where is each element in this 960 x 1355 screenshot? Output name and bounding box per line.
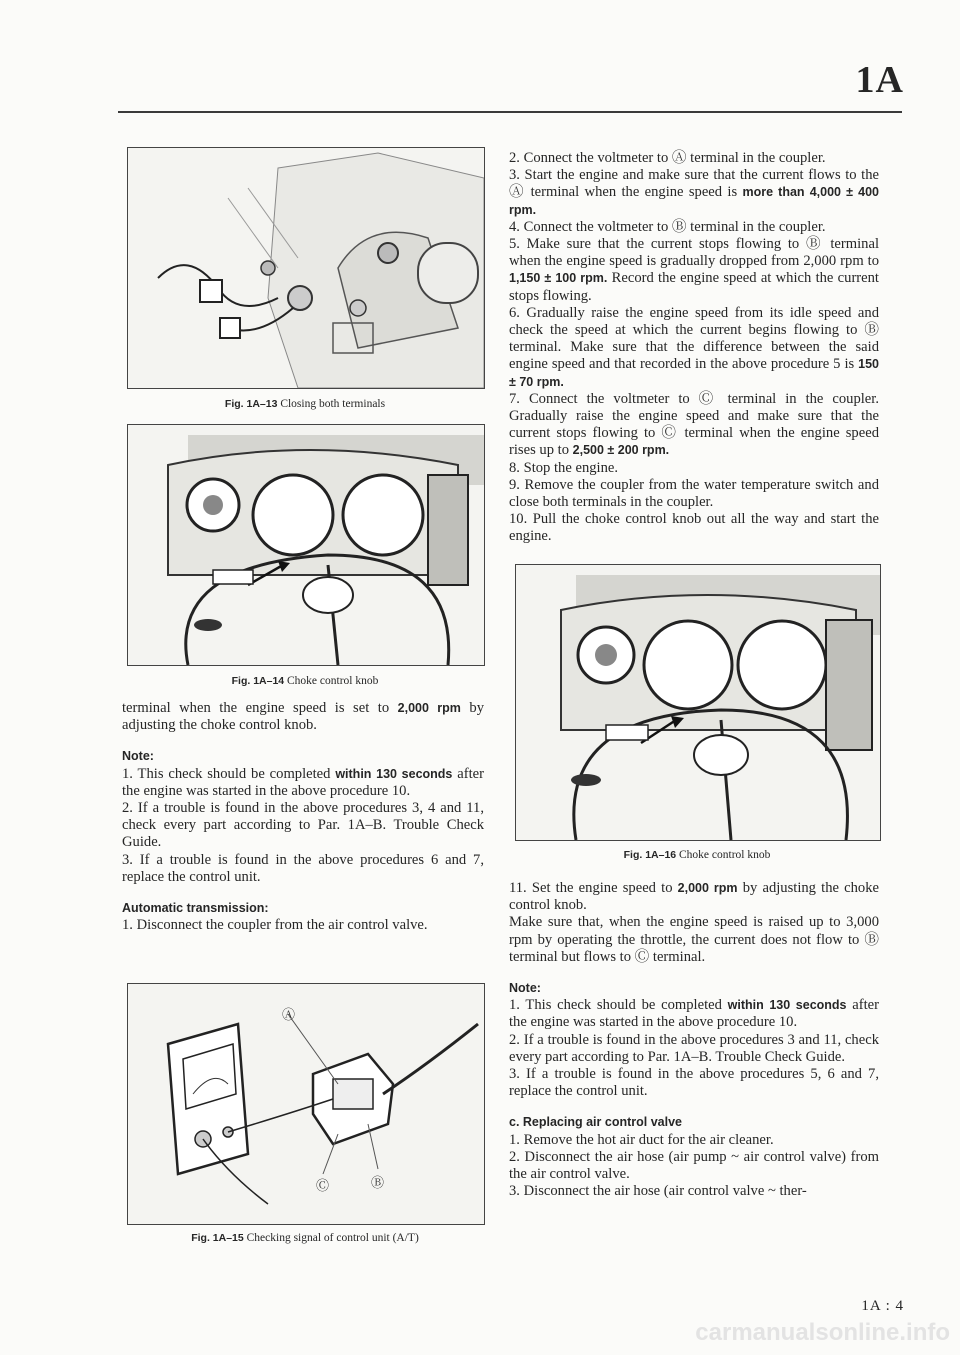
dashboard-illustration bbox=[128, 425, 484, 665]
figure-1a-14 bbox=[127, 424, 485, 666]
terminals-illustration bbox=[128, 148, 484, 388]
procedure-step: 9. Remove the coupler from the water temperature switch and close both terminals in the coupler. bbox=[509, 476, 879, 511]
value: 1,150 ± 100 rpm. bbox=[509, 271, 608, 286]
value: 2,000 rpm bbox=[397, 701, 461, 715]
section-heading: c. Replacing air control valve bbox=[509, 1115, 682, 1130]
value: 2,500 ± 200 rpm. bbox=[572, 443, 670, 458]
note-item: 2. If a trouble is found in the above procedures 3, 4 and 11, check every part according to Par. 1A–B. Trouble Check Guide. bbox=[122, 800, 484, 851]
figure-1a-13 bbox=[127, 147, 485, 389]
value: within 130 seconds bbox=[727, 998, 847, 1013]
procedure-step: 11. Set the engine speed to 2,000 rpm by adjusting the choke control knob. bbox=[509, 880, 879, 914]
procedure-step: 10. Pull the choke control knob out all the way and start the engine. bbox=[509, 511, 879, 545]
voltmeter-illustration bbox=[128, 984, 484, 1224]
value: within 130 seconds bbox=[335, 766, 453, 781]
figure-title: Choke control knob bbox=[287, 675, 379, 687]
left-column-text bbox=[122, 700, 484, 934]
label-b: Ⓑ bbox=[371, 1175, 385, 1190]
figure-title: Choke control knob bbox=[679, 849, 771, 861]
section-heading: Automatic transmission: bbox=[122, 901, 269, 916]
note-item: 2. If a trouble is found in the above procedures 3 and 11, check every part according to Par. 1A–B. Trouble Check Guide. bbox=[509, 1031, 879, 1065]
note-item: 1. This check should be completed within 130 seconds after the engine was started in the above procedure 10. bbox=[509, 997, 879, 1031]
figure-number: Fig. 1A–13 bbox=[224, 398, 278, 410]
procedure-step: 2. Disconnect the air hose (air pump ~ air control valve) from the air control valve. bbox=[509, 1148, 879, 1183]
procedure-step: 2. Connect the voltmeter to Ⓐ terminal in the coupler. bbox=[509, 150, 826, 166]
figure-1a-15-caption bbox=[127, 1232, 483, 1244]
figure-number: Fig. 1A–14 bbox=[231, 675, 285, 687]
figure-number: Fig. 1A–15 bbox=[191, 1232, 244, 1244]
procedure-step: 3. Start the engine and make sure that the current flows to the Ⓐ terminal when the engine speed is more than 4,000 ± 400 rpm. bbox=[509, 167, 880, 217]
procedure-step: 1. Disconnect the coupler from the air control valve. bbox=[122, 917, 428, 934]
label-a: Ⓐ bbox=[282, 1007, 296, 1022]
figure-1a-16 bbox=[515, 564, 881, 841]
figure-1a-16-caption bbox=[515, 849, 879, 861]
dashboard-illustration bbox=[516, 565, 880, 840]
right-column-text-upper bbox=[509, 150, 879, 546]
note-heading: Note: bbox=[122, 749, 154, 764]
watermark: carmanualsonline.info bbox=[695, 1319, 950, 1346]
page-number: 1A : 4 bbox=[861, 1298, 904, 1314]
label-c: Ⓒ bbox=[316, 1178, 330, 1193]
section-header: 1A bbox=[855, 59, 904, 101]
procedure-step: Make sure that, when the engine speed is raised up to 3,000 rpm by operating the throttle, the current does not flow to Ⓑ terminal but flows to Ⓒ terminal. bbox=[509, 914, 879, 965]
procedure-step: 1. Remove the hot air duct for the air cleaner. bbox=[509, 1131, 774, 1148]
note-item: 3. If a trouble is found in the above procedures 6 and 7, replace the control unit. bbox=[122, 851, 484, 885]
procedure-step: 8. Stop the engine. bbox=[509, 459, 619, 476]
value: 2,000 rpm bbox=[677, 881, 738, 895]
procedure-step: 3. Disconnect the air hose (air control valve ~ ther- bbox=[509, 1183, 807, 1200]
right-column-text-lower bbox=[509, 880, 879, 1200]
figure-1a-13-caption bbox=[127, 398, 483, 410]
figure-1a-14-caption bbox=[127, 675, 483, 687]
note-heading: Note: bbox=[509, 981, 541, 996]
figure-title: Closing both terminals bbox=[280, 398, 386, 410]
figure-1a-15 bbox=[127, 983, 485, 1225]
procedure-step: 4. Connect the voltmeter to Ⓑ terminal in the coupler. bbox=[509, 218, 826, 235]
figure-title: Checking signal of control unit (A/T) bbox=[246, 1232, 419, 1244]
value: more than 4,000 ± 400 rpm. bbox=[509, 185, 880, 217]
procedure-step: 5. Make sure that the current stops flowing to Ⓑ terminal when the engine speed is gradually dropped from 2,000 rpm to 1,150 ± 100 rpm. Record the engine speed at which the current stops flowing. bbox=[509, 236, 879, 304]
value: 150 ± 70 rpm. bbox=[509, 357, 879, 389]
note-item: 1. This check should be completed within 130 seconds after the engine was started in the above procedure 10. bbox=[122, 765, 484, 799]
procedure-step: 7. Connect the voltmeter to Ⓒ terminal in the coupler. Gradually raise the engine speed and make sure that the current stops flowing to Ⓒ terminal when the engine speed rises up to 2,500 ± 200 rpm. bbox=[509, 390, 879, 459]
header-rule bbox=[118, 111, 902, 113]
note-item: 3. If a trouble is found in the above procedures 5, 6 and 7, replace the control unit. bbox=[509, 1066, 879, 1100]
figure-number: Fig. 1A–16 bbox=[623, 849, 677, 861]
paragraph: terminal when the engine speed is set to 2,000 rpm by adjusting the choke control knob. bbox=[122, 700, 485, 734]
procedure-step: 6. Gradually raise the engine speed from its idle speed and check the speed at which the current begins flowing to Ⓑ terminal. Make sure that the difference between the said engine speed and that recorded in the above procedure 5 is 150 ± 70 rpm. bbox=[509, 304, 879, 389]
